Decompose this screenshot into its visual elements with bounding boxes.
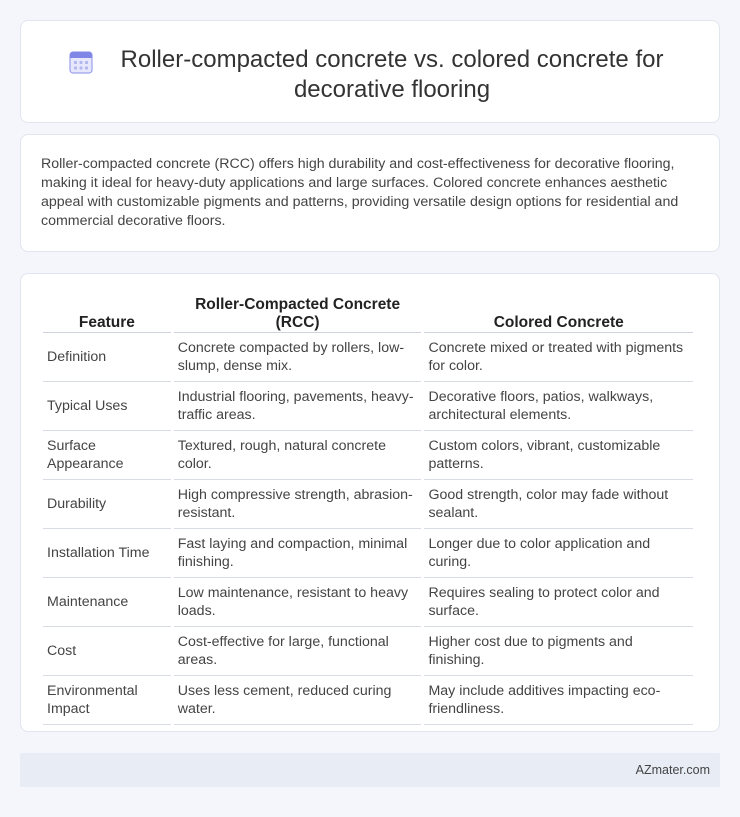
comparison-table bbox=[40, 296, 696, 725]
colored-cell: Good strength, color may fade without sealant. bbox=[424, 480, 693, 529]
summary-card bbox=[20, 134, 720, 252]
comparison-table-card bbox=[20, 273, 720, 732]
title-row bbox=[21, 21, 719, 105]
column-header-feature: Feature bbox=[43, 296, 171, 333]
table-row bbox=[43, 529, 693, 578]
colored-cell: Decorative floors, patios, walkways, architectural elements. bbox=[424, 382, 693, 431]
footer-bar bbox=[20, 753, 720, 787]
calendar-icon bbox=[68, 49, 94, 75]
rcc-cell: Industrial flooring, pavements, heavy-traffic areas. bbox=[174, 382, 422, 431]
colored-cell: Higher cost due to pigments and finishing. bbox=[424, 627, 693, 676]
feature-cell: Environmental Impact bbox=[43, 676, 171, 725]
rcc-cell: Textured, rough, natural concrete color. bbox=[174, 431, 422, 480]
feature-cell: Durability bbox=[43, 480, 171, 529]
feature-cell: Installation Time bbox=[43, 529, 171, 578]
column-header-rcc: Roller-Compacted Concrete (RCC) bbox=[174, 296, 422, 333]
colored-cell: May include additives impacting eco-friendliness. bbox=[424, 676, 693, 725]
rcc-cell: Low maintenance, resistant to heavy loads. bbox=[174, 578, 422, 627]
page-title: Roller-compacted concrete vs. colored concrete for decorative flooring bbox=[120, 46, 664, 103]
column-header-colored: Colored Concrete bbox=[424, 296, 693, 333]
table-row bbox=[43, 333, 693, 382]
table-row bbox=[43, 431, 693, 480]
table-row bbox=[43, 627, 693, 676]
rcc-cell: Fast laying and compaction, minimal finishing. bbox=[174, 529, 422, 578]
table-row bbox=[43, 382, 693, 431]
feature-cell: Maintenance bbox=[43, 578, 171, 627]
feature-cell: Surface Appearance bbox=[43, 431, 171, 480]
colored-cell: Concrete mixed or treated with pigments for color. bbox=[424, 333, 693, 382]
colored-cell: Requires sealing to protect color and surface. bbox=[424, 578, 693, 627]
rcc-cell: High compressive strength, abrasion-resistant. bbox=[174, 480, 422, 529]
table-row bbox=[43, 480, 693, 529]
table-row bbox=[43, 578, 693, 627]
rcc-cell: Uses less cement, reduced curing water. bbox=[174, 676, 422, 725]
rcc-cell: Concrete compacted by rollers, low-slump, dense mix. bbox=[174, 333, 422, 382]
table-header-row bbox=[43, 296, 693, 333]
feature-cell: Definition bbox=[43, 333, 171, 382]
table-row bbox=[43, 676, 693, 725]
title-card bbox=[20, 20, 720, 123]
colored-cell: Longer due to color application and curing. bbox=[424, 529, 693, 578]
footer-brand-link[interactable]: AZmater.com bbox=[635, 763, 710, 777]
feature-cell: Typical Uses bbox=[43, 382, 171, 431]
summary-text: Roller-compacted concrete (RCC) offers high durability and cost-effectiveness for decorative flooring, making it ideal for heavy-duty applications and large surfaces. Colored concrete enhances aesthetic appeal with customizable pigments and patterns, providing versatile design options for residential and commercial decorative floors. bbox=[41, 156, 679, 229]
rcc-cell: Cost-effective for large, functional areas. bbox=[174, 627, 422, 676]
feature-cell: Cost bbox=[43, 627, 171, 676]
colored-cell: Custom colors, vibrant, customizable patterns. bbox=[424, 431, 693, 480]
